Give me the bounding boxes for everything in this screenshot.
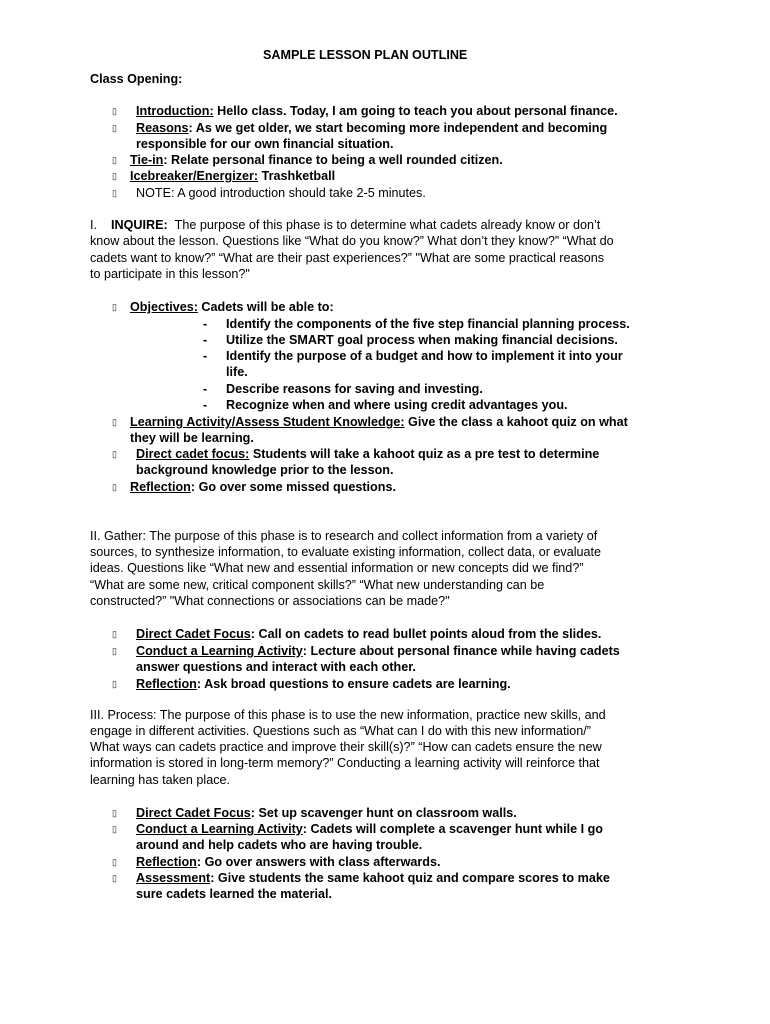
list-item-continuation: sure cadets learned the material.	[136, 887, 332, 901]
list-item: Direct Cadet Focus: Call on cadets to read bullet points aloud from the slides.	[136, 627, 602, 641]
paragraph-line: sources, to synthesize information, to evaluate existing information, collect data, or evaluate	[90, 545, 602, 559]
list-item-continuation: responsible for our own financial situation.	[136, 137, 394, 151]
list-item-continuation: answer questions and interact with each other.	[136, 660, 416, 674]
paragraph-line: What ways can cadets practice and improve their skill(s)?” “How can cadets ensure the new	[90, 740, 602, 754]
bullet-glyph-icon	[112, 479, 117, 495]
paragraph-line: constructed?” "What connections or associations can be made?"	[90, 594, 450, 608]
paragraph-line: ideas. Questions like “What new and essential information or new concepts did we find?”	[90, 561, 584, 575]
paragraph-line: “What are some new, critical component skills?” “What new understanding can be	[90, 578, 545, 592]
bullet-glyph-icon	[112, 676, 117, 692]
list-item: Introduction: Hello class. Today, I am going to teach you about personal finance.	[136, 104, 618, 118]
list-item: Assessment: Give students the same kahoot quiz and compare scores to make	[136, 871, 610, 885]
bullet-glyph-icon	[112, 821, 117, 837]
list-item: Direct Cadet Focus: Set up scavenger hunt on classroom walls.	[136, 806, 517, 820]
bullet-glyph-icon	[112, 870, 117, 886]
list-item: Reflection: Ask broad questions to ensure cadets are learning.	[136, 677, 511, 691]
list-item: Tie-in: Relate personal finance to being a well rounded citizen.	[130, 153, 503, 167]
list-item-continuation: they will be learning.	[130, 431, 254, 445]
objective-item: Recognize when and where using credit advantages you.	[226, 398, 568, 412]
paragraph-line: to participate in this lesson?"	[90, 267, 250, 281]
paragraph-line: II. Gather: The purpose of this phase is to research and collect information from a variety of	[90, 529, 598, 543]
class-opening-heading: Class Opening:	[90, 72, 183, 86]
bullet-glyph-icon	[112, 103, 117, 119]
dash-bullet: -	[203, 382, 208, 396]
bullet-glyph-icon	[112, 185, 117, 201]
list-item: Learning Activity/Assess Student Knowledge: Give the class a kahoot quiz on what	[130, 415, 628, 429]
paragraph-line: engage in different activities. Questions such as “What can I do with this new information/”	[90, 724, 591, 738]
bullet-glyph-icon	[112, 626, 117, 642]
list-item: Reflection: Go over some missed questions.	[130, 480, 396, 494]
objective-item: Utilize the SMART goal process when making financial decisions.	[226, 333, 618, 347]
objective-item-continuation: life.	[226, 365, 248, 379]
list-item: Reflection: Go over answers with class afterwards.	[136, 855, 441, 869]
objective-item: Identify the purpose of a budget and how to implement it into your	[226, 349, 623, 363]
paragraph-line: information is stored in long-term memory?” Conducting a learning activity will reinforce that	[90, 756, 600, 770]
bullet-glyph-icon	[112, 643, 117, 659]
paragraph-line: learning has taken place.	[90, 773, 231, 787]
bullet-glyph-icon	[112, 152, 117, 168]
bullet-glyph-icon	[112, 854, 117, 870]
bullet-glyph-icon	[112, 168, 117, 184]
list-item: Direct cadet focus: Students will take a kahoot quiz as a pre test to determine	[136, 447, 600, 461]
list-item: Icebreaker/Energizer: Trashketball	[130, 169, 336, 183]
objective-item: Describe reasons for saving and investing.	[226, 382, 483, 396]
list-item-note: NOTE: A good introduction should take 2-5 minutes.	[136, 186, 426, 200]
paragraph-line: III. Process: The purpose of this phase is to use the new information, practice new skills, and	[90, 708, 606, 722]
page-title: SAMPLE LESSON PLAN OUTLINE	[263, 48, 468, 62]
dash-bullet: -	[203, 317, 208, 331]
objective-item: Identify the components of the five step financial planning process.	[226, 317, 630, 331]
paragraph-line: cadets want to know?” “What are their past experiences?” "What are some practical reasons	[90, 251, 605, 265]
list-item-continuation: background knowledge prior to the lesson.	[136, 463, 394, 477]
list-item: Reasons: As we get older, we start becoming more independent and becoming	[136, 121, 608, 135]
bullet-glyph-icon	[112, 120, 117, 136]
list-item: Conduct a Learning Activity: Cadets will complete a scavenger hunt while I go	[136, 822, 604, 836]
bullet-glyph-icon	[112, 414, 117, 430]
bullet-glyph-icon	[112, 299, 117, 315]
list-item: Conduct a Learning Activity: Lecture about personal finance while having cadets	[136, 644, 620, 658]
bullet-glyph-icon	[112, 805, 117, 821]
paragraph-line: know about the lesson. Questions like “What do you know?” What don’t they know?” “What do	[90, 234, 614, 248]
inquire-intro-line: I. INQUIRE: The purpose of this phase is to determine what cadets already know or don’t	[90, 218, 601, 232]
dash-bullet: -	[203, 333, 208, 347]
objectives-item: Objectives: Cadets will be able to:	[130, 300, 334, 314]
dash-bullet: -	[203, 398, 208, 412]
dash-bullet: -	[203, 349, 208, 363]
list-item-continuation: around and help cadets who are having trouble.	[136, 838, 423, 852]
bullet-glyph-icon	[112, 446, 117, 462]
